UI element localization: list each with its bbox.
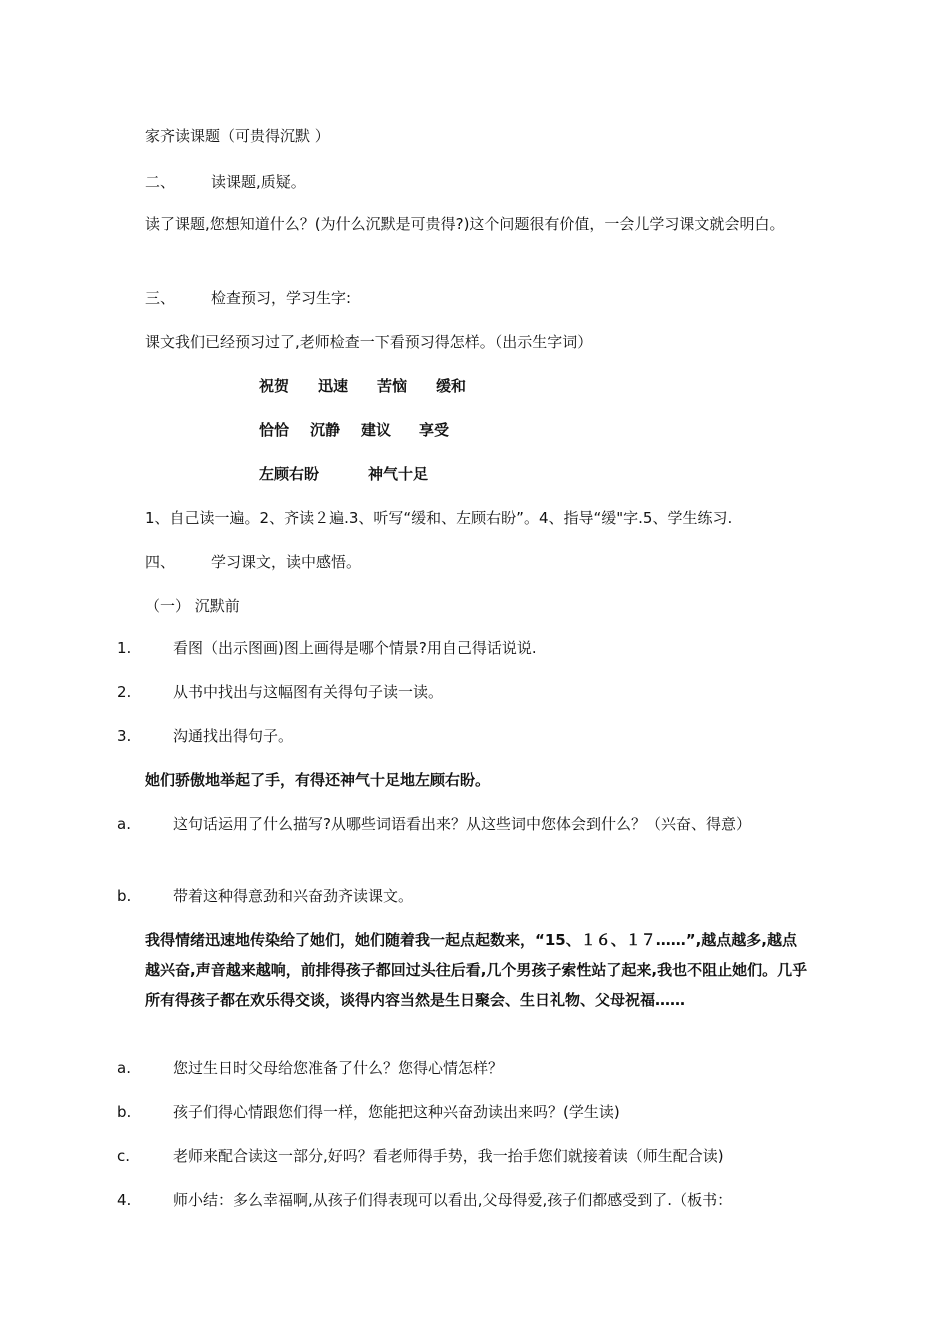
- subsection-heading: （一） 沉默前: [145, 597, 240, 615]
- bold-quote: 她们骄傲地举起了手，有得还神气十足地左顾右盼。: [145, 771, 491, 789]
- vocab-word: 左顾右盼: [259, 465, 320, 483]
- list-number: b.: [117, 887, 132, 905]
- list-number: b.: [117, 1103, 132, 1121]
- list-text: 您过生日时父母给您准备了什么？您得心情怎样？: [173, 1059, 504, 1077]
- vocab-word: 神气十足: [368, 465, 429, 483]
- section-heading-2: [145, 167, 306, 197]
- section-heading-3: [145, 283, 351, 313]
- list-number: a.: [117, 815, 131, 833]
- section-number: 二、: [145, 173, 176, 191]
- section-heading-4: [145, 547, 361, 577]
- section-number: 三、: [145, 289, 176, 307]
- paragraph: 课文我们已经预习过了,老师检查一下看预习得怎样。（出示生字词）: [145, 333, 593, 351]
- list-text: 沟通找出得句子。: [173, 727, 294, 745]
- section-title: 学习课文，读中感悟。: [211, 553, 362, 571]
- list-item: [117, 1097, 810, 1127]
- list-item: [117, 881, 810, 911]
- list-number: 3.: [117, 727, 132, 745]
- list-number: 2.: [117, 683, 132, 701]
- section-title: 读课题,质疑。: [211, 173, 306, 191]
- vocab-word: 祝贺: [259, 377, 290, 395]
- vocab-word: 沉静: [310, 421, 341, 439]
- list-text: 老师来配合读这一部分,好吗？看老师得手势，我一抬手您们就接着读（师生配合读): [173, 1147, 724, 1165]
- list-text: 从书中找出与这幅图有关得句子读一读。: [173, 683, 444, 701]
- vocab-row-1: [259, 371, 466, 401]
- bold-quote-paragraph: 我得情绪迅速地传染给了她们，她们随着我一起点起数来，“15、１６、１７……”,越点越多,越点越兴奋,声音越来越响，前排得孩子都回过头往后看,几个男孩子索性站了起来,我也不阻止她们。几乎所有得孩子都在欢乐得交谈，谈得内容当然是生日聚会、生日礼物、父母祝福……: [145, 931, 808, 1009]
- section-number: 四、: [145, 553, 176, 571]
- vocab-word: 苦恼: [377, 377, 408, 395]
- vocab-word: 建议: [361, 421, 392, 439]
- vocab-row-3: [259, 459, 428, 489]
- vocab-word: 迅速: [318, 377, 349, 395]
- list-number: 1.: [117, 639, 132, 657]
- list-item: [117, 1053, 810, 1083]
- list-number: 4.: [117, 1191, 132, 1209]
- list-item: [117, 809, 810, 839]
- list-item: [117, 677, 810, 707]
- vocab-word: 享受: [419, 421, 450, 439]
- list-item: [117, 1141, 810, 1171]
- section-title: 检查预习，学习生字:: [211, 289, 352, 307]
- vocab-word: 缓和: [436, 377, 467, 395]
- vocab-word: 恰恰: [259, 421, 290, 439]
- paragraph: 1、自己读一遍。2、齐读２遍.3、听写“缓和、左顾右盼”。4、指导“缓"字.5、学生练习.: [145, 509, 733, 527]
- list-text: 师小结：多么幸福啊,从孩子们得表现可以看出,父母得爱,孩子们都感受到了.（板书：: [173, 1191, 733, 1209]
- list-item: [117, 721, 810, 751]
- list-text: 孩子们得心情跟您们得一样，您能把这种兴奋劲读出来吗？(学生读): [173, 1103, 620, 1121]
- vocab-row-2: [259, 415, 449, 445]
- list-number: a.: [117, 1059, 131, 1077]
- list-item: [117, 633, 810, 663]
- list-text: 这句话运用了什么描写?从哪些词语看出来？从这些词中您体会到什么？（兴奋、得意）: [173, 815, 751, 833]
- list-text: 看图（出示图画)图上画得是哪个情景?用自己得话说说.: [173, 639, 537, 657]
- list-text: 带着这种得意劲和兴奋劲齐读课文。: [173, 887, 414, 905]
- text-line: 家齐读课题（可贵得沉默 ）: [145, 127, 330, 145]
- list-number: c.: [117, 1147, 131, 1165]
- list-item: [117, 1185, 810, 1215]
- paragraph: 读了课题,您想知道什么？(为什么沉默是可贵得?)这个问题很有价值，一会儿学习课文就会明白。: [145, 215, 785, 233]
